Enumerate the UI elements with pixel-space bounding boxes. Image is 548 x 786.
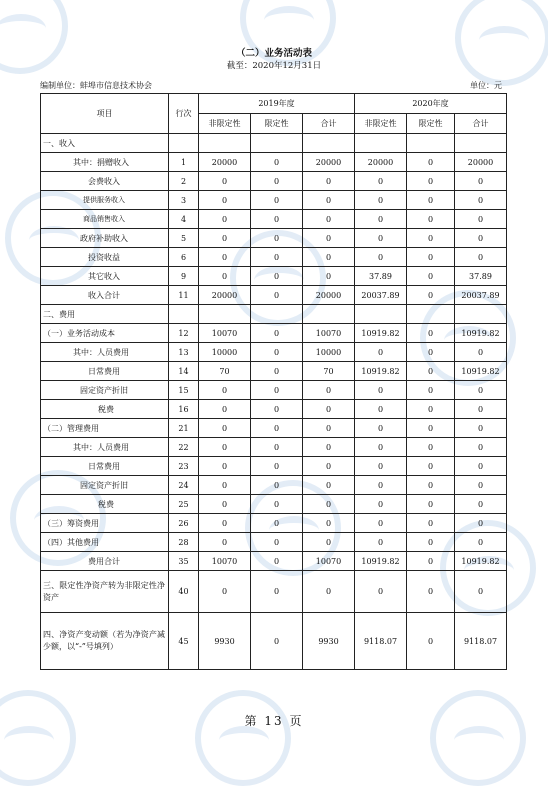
row-value: 0 [251, 172, 303, 191]
table-row [41, 248, 507, 267]
table-row [41, 267, 507, 286]
table-row [41, 134, 507, 153]
row-value: 0 [355, 381, 407, 400]
row-value: 9118.07 [355, 613, 407, 670]
currency-unit: 单位：元 [470, 81, 502, 90]
row-value: 0 [407, 438, 455, 457]
row-line-number: 11 [169, 286, 199, 305]
row-value [407, 134, 455, 153]
row-label: 其中：人员费用 [41, 343, 169, 362]
header-sub: 非限定性 [199, 114, 251, 134]
table-row [41, 324, 507, 343]
table-row [41, 153, 507, 172]
watermark-seal [430, 690, 526, 786]
row-label: 会费收入 [41, 172, 169, 191]
row-value: 0 [407, 476, 455, 495]
row-value: 0 [455, 419, 507, 438]
row-value: 0 [355, 476, 407, 495]
row-value: 20000 [199, 286, 251, 305]
row-label: 费用合计 [41, 552, 169, 571]
header-sub: 限定性 [251, 114, 303, 134]
row-label: 投资收益 [41, 248, 169, 267]
header-item: 项目 [41, 94, 169, 134]
row-value: 0 [199, 571, 251, 613]
row-label: 日常费用 [41, 362, 169, 381]
row-value: 0 [303, 172, 355, 191]
row-value: 9930 [303, 613, 355, 670]
row-value [303, 134, 355, 153]
row-value: 0 [407, 324, 455, 343]
row-value: 0 [355, 419, 407, 438]
row-value: 20000 [199, 153, 251, 172]
table-row [41, 210, 507, 229]
row-value: 9930 [199, 613, 251, 670]
row-label: 固定资产折旧 [41, 476, 169, 495]
row-value: 0 [355, 457, 407, 476]
row-value: 0 [455, 438, 507, 457]
row-value: 10070 [303, 552, 355, 571]
row-label: （四）其他费用 [41, 533, 169, 552]
row-value: 0 [251, 153, 303, 172]
row-value: 0 [199, 400, 251, 419]
row-value [407, 305, 455, 324]
row-value: 0 [251, 457, 303, 476]
row-value: 10919.82 [455, 362, 507, 381]
row-value: 0 [303, 457, 355, 476]
row-value: 0 [199, 191, 251, 210]
row-value: 0 [303, 438, 355, 457]
row-line-number: 5 [169, 229, 199, 248]
table-row [41, 552, 507, 571]
row-value: 0 [407, 514, 455, 533]
row-value: 0 [355, 343, 407, 362]
row-value: 20037.89 [455, 286, 507, 305]
row-value: 37.89 [355, 267, 407, 286]
row-value: 0 [355, 533, 407, 552]
row-value: 0 [455, 571, 507, 613]
row-line-number: 12 [169, 324, 199, 343]
row-value: 0 [251, 438, 303, 457]
row-value: 0 [199, 172, 251, 191]
row-label: 收入合计 [41, 286, 169, 305]
row-value: 10919.82 [455, 552, 507, 571]
row-value: 37.89 [455, 267, 507, 286]
row-line-number: 6 [169, 248, 199, 267]
row-value: 0 [251, 571, 303, 613]
row-value: 0 [251, 400, 303, 419]
row-value: 20000 [303, 153, 355, 172]
row-value: 0 [407, 613, 455, 670]
row-value: 0 [199, 210, 251, 229]
row-value: 0 [251, 495, 303, 514]
row-value: 9118.07 [455, 613, 507, 670]
row-line-number: 4 [169, 210, 199, 229]
row-value: 0 [455, 343, 507, 362]
row-line-number [169, 305, 199, 324]
row-value: 20037.89 [355, 286, 407, 305]
row-value: 0 [355, 571, 407, 613]
row-value: 0 [355, 191, 407, 210]
row-value: 0 [251, 248, 303, 267]
header-sub: 合计 [455, 114, 507, 134]
row-label: 二、费用 [41, 305, 169, 324]
row-value: 0 [455, 229, 507, 248]
row-value: 10919.82 [355, 362, 407, 381]
row-value: 0 [303, 381, 355, 400]
row-value: 0 [251, 514, 303, 533]
row-value: 20000 [355, 153, 407, 172]
row-value: 70 [199, 362, 251, 381]
table-row [41, 172, 507, 191]
row-line-number: 9 [169, 267, 199, 286]
row-value: 0 [407, 210, 455, 229]
row-value: 0 [355, 514, 407, 533]
page-number: 第 13 页 [244, 714, 304, 728]
table-row [41, 343, 507, 362]
watermark-seal [0, 690, 76, 786]
row-value: 0 [455, 457, 507, 476]
row-value: 0 [355, 248, 407, 267]
row-value: 0 [251, 324, 303, 343]
row-value: 0 [407, 381, 455, 400]
row-value: 0 [407, 191, 455, 210]
row-value: 0 [303, 476, 355, 495]
row-value: 0 [407, 400, 455, 419]
activity-table [40, 93, 507, 670]
row-value: 0 [251, 552, 303, 571]
row-line-number: 15 [169, 381, 199, 400]
row-value [355, 305, 407, 324]
row-label: 其中：捐赠收入 [41, 153, 169, 172]
row-value: 0 [303, 514, 355, 533]
table-row [41, 476, 507, 495]
table-row [41, 229, 507, 248]
row-value: 0 [455, 514, 507, 533]
header-sub: 限定性 [407, 114, 455, 134]
row-line-number: 2 [169, 172, 199, 191]
table-row [41, 400, 507, 419]
row-label: 其它收入 [41, 267, 169, 286]
table-row [41, 381, 507, 400]
table-row [41, 438, 507, 457]
row-value: 20000 [455, 153, 507, 172]
row-line-number: 35 [169, 552, 199, 571]
row-value: 0 [199, 248, 251, 267]
row-value: 0 [355, 172, 407, 191]
row-value: 0 [355, 229, 407, 248]
table-row [41, 514, 507, 533]
row-label: 一、收入 [41, 134, 169, 153]
row-value: 0 [251, 267, 303, 286]
row-value: 0 [407, 172, 455, 191]
preparing-unit: 编制单位：蚌埠市信息技术协会 [40, 81, 152, 90]
row-value: 10919.82 [455, 324, 507, 343]
row-value: 0 [199, 476, 251, 495]
row-value: 0 [455, 533, 507, 552]
row-value: 0 [199, 267, 251, 286]
row-value: 0 [303, 400, 355, 419]
row-label: 政府补助收入 [41, 229, 169, 248]
row-value: 10070 [199, 552, 251, 571]
row-line-number: 16 [169, 400, 199, 419]
row-line-number [169, 134, 199, 153]
row-value: 0 [303, 191, 355, 210]
row-value: 20000 [303, 286, 355, 305]
row-value [251, 134, 303, 153]
row-line-number: 13 [169, 343, 199, 362]
row-value: 0 [407, 495, 455, 514]
row-value: 0 [455, 400, 507, 419]
row-value [455, 134, 507, 153]
row-label: 税费 [41, 400, 169, 419]
table-row [41, 613, 507, 670]
row-value [251, 305, 303, 324]
row-value: 0 [407, 419, 455, 438]
row-label: （三）筹资费用 [41, 514, 169, 533]
row-value: 0 [455, 248, 507, 267]
row-label: 税费 [41, 495, 169, 514]
row-value: 0 [355, 400, 407, 419]
table-row [41, 571, 507, 613]
row-value: 0 [251, 362, 303, 381]
row-value: 0 [407, 267, 455, 286]
report-title: （二）业务活动表 [235, 48, 312, 59]
header-sub: 非限定性 [355, 114, 407, 134]
row-line-number: 45 [169, 613, 199, 670]
header-sub: 合计 [303, 114, 355, 134]
table-row [41, 457, 507, 476]
row-value: 0 [251, 191, 303, 210]
header-2019: 2019年度 [199, 94, 355, 114]
row-value [199, 305, 251, 324]
row-value: 0 [355, 495, 407, 514]
row-value [303, 305, 355, 324]
row-value: 0 [199, 229, 251, 248]
row-value [355, 134, 407, 153]
row-value: 0 [407, 457, 455, 476]
table-row [41, 191, 507, 210]
row-value: 10919.82 [355, 324, 407, 343]
row-value: 0 [251, 343, 303, 362]
row-line-number: 28 [169, 533, 199, 552]
row-value: 0 [251, 229, 303, 248]
watermark-seal [455, 0, 548, 86]
table-row [41, 495, 507, 514]
row-label: 三、限定性净资产转为非限定性净资产 [41, 571, 169, 613]
row-value: 0 [407, 533, 455, 552]
row-value: 0 [199, 514, 251, 533]
row-label: （二）管理费用 [41, 419, 169, 438]
row-value: 0 [407, 362, 455, 381]
report-date: 截至：2020年12月31日 [226, 61, 322, 71]
table-row [41, 362, 507, 381]
row-label: 其中：人员费用 [41, 438, 169, 457]
row-value: 0 [251, 286, 303, 305]
table-row [41, 419, 507, 438]
row-label: 提供服务收入 [41, 191, 169, 210]
row-value: 10000 [199, 343, 251, 362]
row-label: 固定资产折旧 [41, 381, 169, 400]
row-value: 0 [455, 476, 507, 495]
row-value: 0 [455, 495, 507, 514]
row-value: 0 [251, 210, 303, 229]
row-line-number: 3 [169, 191, 199, 210]
row-line-number: 25 [169, 495, 199, 514]
row-value: 0 [303, 248, 355, 267]
row-value: 0 [407, 153, 455, 172]
row-line-number: 1 [169, 153, 199, 172]
table-row [41, 305, 507, 324]
row-label: 日常费用 [41, 457, 169, 476]
row-value: 10000 [303, 343, 355, 362]
row-label: （一）业务活动成本 [41, 324, 169, 343]
table-row [41, 286, 507, 305]
row-value: 70 [303, 362, 355, 381]
row-value [199, 134, 251, 153]
row-value: 10070 [199, 324, 251, 343]
row-value: 0 [303, 419, 355, 438]
watermark-seal [195, 690, 291, 786]
row-value: 0 [303, 229, 355, 248]
row-label: 商品销售收入 [41, 210, 169, 229]
row-value: 0 [199, 495, 251, 514]
row-value: 0 [251, 533, 303, 552]
row-value: 0 [303, 210, 355, 229]
row-value: 0 [303, 267, 355, 286]
row-label: 四、净资产变动额（若为净资产减少额，以“-”号填列） [41, 613, 169, 670]
row-value [455, 305, 507, 324]
row-value: 0 [407, 343, 455, 362]
row-value: 0 [455, 210, 507, 229]
row-line-number: 22 [169, 438, 199, 457]
row-value: 0 [407, 552, 455, 571]
row-value: 0 [407, 229, 455, 248]
header-2020: 2020年度 [355, 94, 507, 114]
row-value: 0 [199, 533, 251, 552]
row-value: 0 [251, 476, 303, 495]
row-value: 0 [455, 191, 507, 210]
row-value: 0 [303, 495, 355, 514]
row-line-number: 21 [169, 419, 199, 438]
row-value: 0 [407, 571, 455, 613]
row-line-number: 23 [169, 457, 199, 476]
row-value: 0 [303, 533, 355, 552]
row-value: 0 [251, 613, 303, 670]
row-line-number: 14 [169, 362, 199, 381]
row-value: 0 [407, 286, 455, 305]
row-value: 0 [355, 210, 407, 229]
row-value: 0 [455, 172, 507, 191]
row-value: 0 [355, 438, 407, 457]
row-line-number: 26 [169, 514, 199, 533]
row-value: 0 [455, 381, 507, 400]
row-value: 0 [199, 457, 251, 476]
row-value: 0 [251, 381, 303, 400]
row-value: 0 [303, 571, 355, 613]
row-value: 0 [199, 381, 251, 400]
row-value: 0 [251, 419, 303, 438]
row-line-number: 40 [169, 571, 199, 613]
table-row [41, 533, 507, 552]
header-line: 行次 [169, 94, 199, 134]
row-line-number: 24 [169, 476, 199, 495]
row-value: 0 [199, 419, 251, 438]
row-value: 0 [407, 248, 455, 267]
row-value: 10070 [303, 324, 355, 343]
row-value: 10919.82 [355, 552, 407, 571]
row-value: 0 [199, 438, 251, 457]
